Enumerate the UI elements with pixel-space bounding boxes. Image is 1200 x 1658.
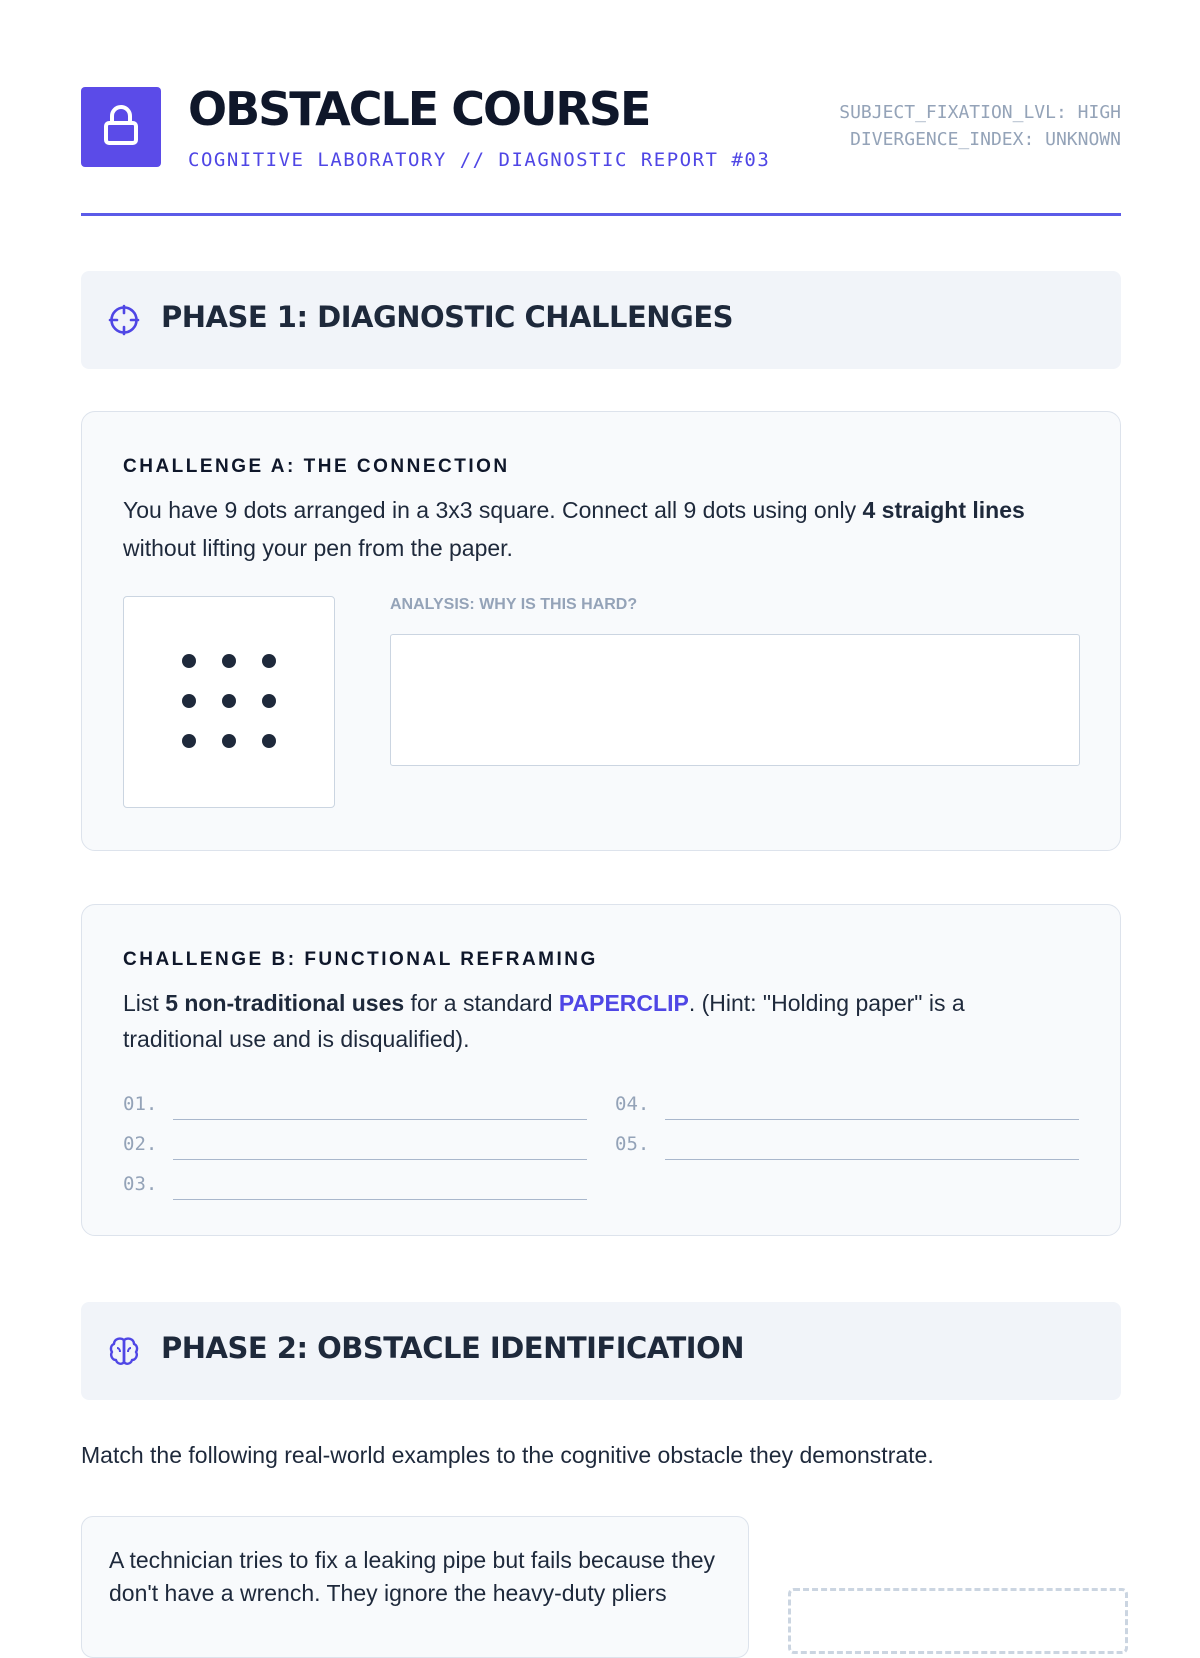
answer-number: 03. — [123, 1173, 158, 1195]
dot — [262, 694, 276, 708]
report-header — [81, 82, 1121, 217]
challenge-b-card — [81, 904, 1121, 1236]
answer-number: 05. — [615, 1133, 650, 1155]
example-card — [81, 1516, 749, 1658]
challenge-b-hint: . (Hint: "Holding paper" is a traditional use and is disqualified). — [123, 990, 965, 1052]
nine-dot-puzzle[interactable] — [123, 596, 335, 808]
answer-line[interactable] — [173, 1119, 587, 1120]
challenge-a-text-end: without lifting your pen from the paper. — [123, 535, 513, 561]
brain-icon — [108, 1335, 140, 1367]
subject-meta — [839, 99, 1121, 153]
dot — [222, 694, 236, 708]
dot — [182, 694, 196, 708]
answer-row[interactable] — [123, 1129, 587, 1163]
answer-row[interactable] — [615, 1129, 1079, 1163]
phase-1-title: PHASE 1: DIAGNOSTIC CHALLENGES — [161, 300, 734, 334]
header-divider — [81, 213, 1121, 216]
dot — [262, 734, 276, 748]
challenge-a-card — [81, 411, 1121, 851]
phase-2-instructions: Match the following real-world examples to the cognitive obstacle they demonstrate. — [81, 1442, 934, 1468]
page-title: OBSTACLE COURSE — [188, 82, 650, 136]
dot — [182, 654, 196, 668]
dot — [222, 654, 236, 668]
paperclip-keyword: PAPERCLIP — [558, 990, 689, 1016]
dot — [182, 734, 196, 748]
answer-number: 01. — [123, 1093, 158, 1115]
dot — [222, 734, 236, 748]
crosshair-icon — [108, 304, 140, 336]
fixation-level: SUBJECT_FIXATION_LVL: HIGH — [839, 102, 1121, 123]
example-text: A technician tries to fix a leaking pipe but fails because they don't have a wrench. They ignore the heavy-duty pliers — [109, 1547, 716, 1606]
challenge-a-emphasis: 4 straight lines — [862, 497, 1025, 523]
answer-line[interactable] — [173, 1199, 587, 1200]
challenge-a-text: You have 9 dots arranged in a 3x3 square. Connect all 9 dots using only — [123, 497, 863, 523]
answer-row[interactable] — [123, 1169, 587, 1203]
challenge-b-text-mid: for a standard — [404, 990, 559, 1016]
logo-badge — [81, 87, 161, 167]
analysis-answer-field[interactable] — [390, 634, 1080, 766]
challenge-b-title: CHALLENGE B: FUNCTIONAL REFRAMING — [123, 949, 598, 970]
phase-2-title: PHASE 2: OBSTACLE IDENTIFICATION — [161, 1331, 745, 1365]
dot — [262, 654, 276, 668]
challenge-a-title: CHALLENGE A: THE CONNECTION — [123, 456, 510, 477]
answer-row[interactable] — [615, 1089, 1079, 1123]
answer-line[interactable] — [173, 1159, 587, 1160]
divergence-index: DIVERGENCE_INDEX: UNKNOWN — [850, 129, 1121, 150]
analysis-label: ANALYSIS: WHY IS THIS HARD? — [390, 596, 638, 613]
answer-line[interactable] — [665, 1119, 1079, 1120]
lock-icon — [97, 101, 145, 154]
answer-row[interactable] — [123, 1089, 587, 1123]
challenge-b-description — [123, 985, 1053, 1057]
page-subtitle: COGNITIVE LABORATORY // DIAGNOSTIC REPORT #03 — [188, 149, 771, 171]
challenge-b-emphasis: 5 non-traditional uses — [165, 990, 405, 1016]
challenge-a-description — [123, 491, 1053, 567]
answer-line[interactable] — [665, 1159, 1079, 1160]
challenge-b-text: List — [123, 990, 166, 1016]
answer-number: 04. — [615, 1093, 650, 1115]
phase-2-header — [81, 1302, 1121, 1400]
answer-number: 02. — [123, 1133, 158, 1155]
phase-1-header — [81, 271, 1121, 369]
match-drop-zone[interactable] — [788, 1588, 1128, 1654]
dot-grid — [182, 654, 276, 748]
